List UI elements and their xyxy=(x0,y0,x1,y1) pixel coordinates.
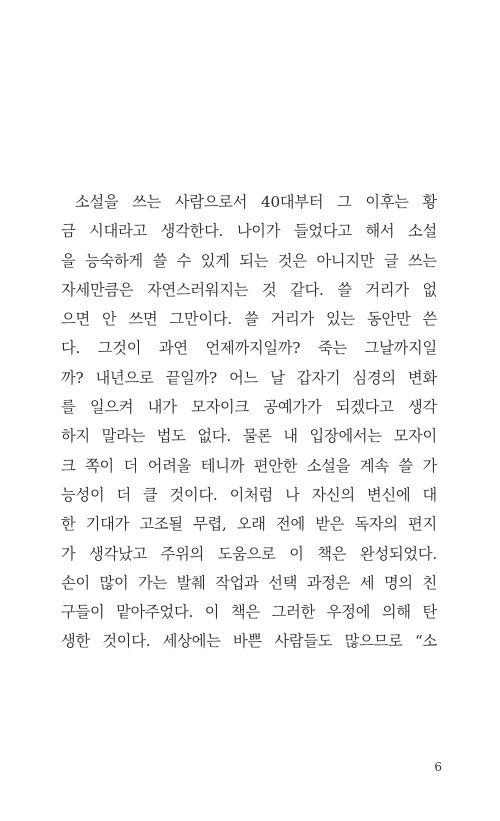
text-line: 소설을 쓰는 사람으로서 40대부터 그 이후는 황 xyxy=(75,193,437,211)
body-paragraph xyxy=(61,188,437,657)
text-line: 금 시대라고 생각한다. 나이가 들었다고 해서 소설 xyxy=(61,222,437,241)
text-line: 구들이 맡아주었다. 이 책은 그러한 우정에 의해 탄 xyxy=(61,603,437,622)
text-line: 크 쪽이 더 어려울 테니까 편안한 소설을 계속 쓸 가 xyxy=(61,456,437,475)
text-line: 생한 것이다. 세상에는 바쁜 사람들도 많으므로 “소 xyxy=(61,632,437,651)
text-line: 하지 말라는 법도 없다. 물론 내 입장에서는 모자이 xyxy=(61,427,437,446)
text-line: 까? 내년으로 끝일까? 어느 날 갑자기 심경의 변화 xyxy=(61,368,437,387)
text-line: 다. 그것이 과연 언제까지일까? 죽는 그날까지일 xyxy=(61,339,437,358)
text-line: 손이 많이 가는 발췌 작업과 선택 과정은 세 명의 친 xyxy=(61,573,437,592)
text-line: 으면 안 쓰면 그만이다. 쓸 거리가 있는 동안만 쓴 xyxy=(61,310,437,329)
text-line: 능성이 더 클 것이다. 이처럼 나 자신의 변신에 대 xyxy=(61,485,437,504)
text-line: 한 기대가 고조될 무렵, 오래 전에 받은 독자의 편지 xyxy=(61,515,437,534)
text-line: 가 생각났고 주위의 도움으로 이 책은 완성되었다. xyxy=(61,544,437,563)
text-line: 을 능숙하게 쓸 수 있게 되는 것은 아니지만 글 쓰는 xyxy=(61,251,437,270)
text-line: 자세만큼은 자연스러워지는 것 같다. 쓸 거리가 없 xyxy=(61,280,437,299)
text-line: 를 일으켜 내가 모자이크 공예가가 되겠다고 생각 xyxy=(61,398,437,417)
page-number: 6 xyxy=(434,760,442,774)
